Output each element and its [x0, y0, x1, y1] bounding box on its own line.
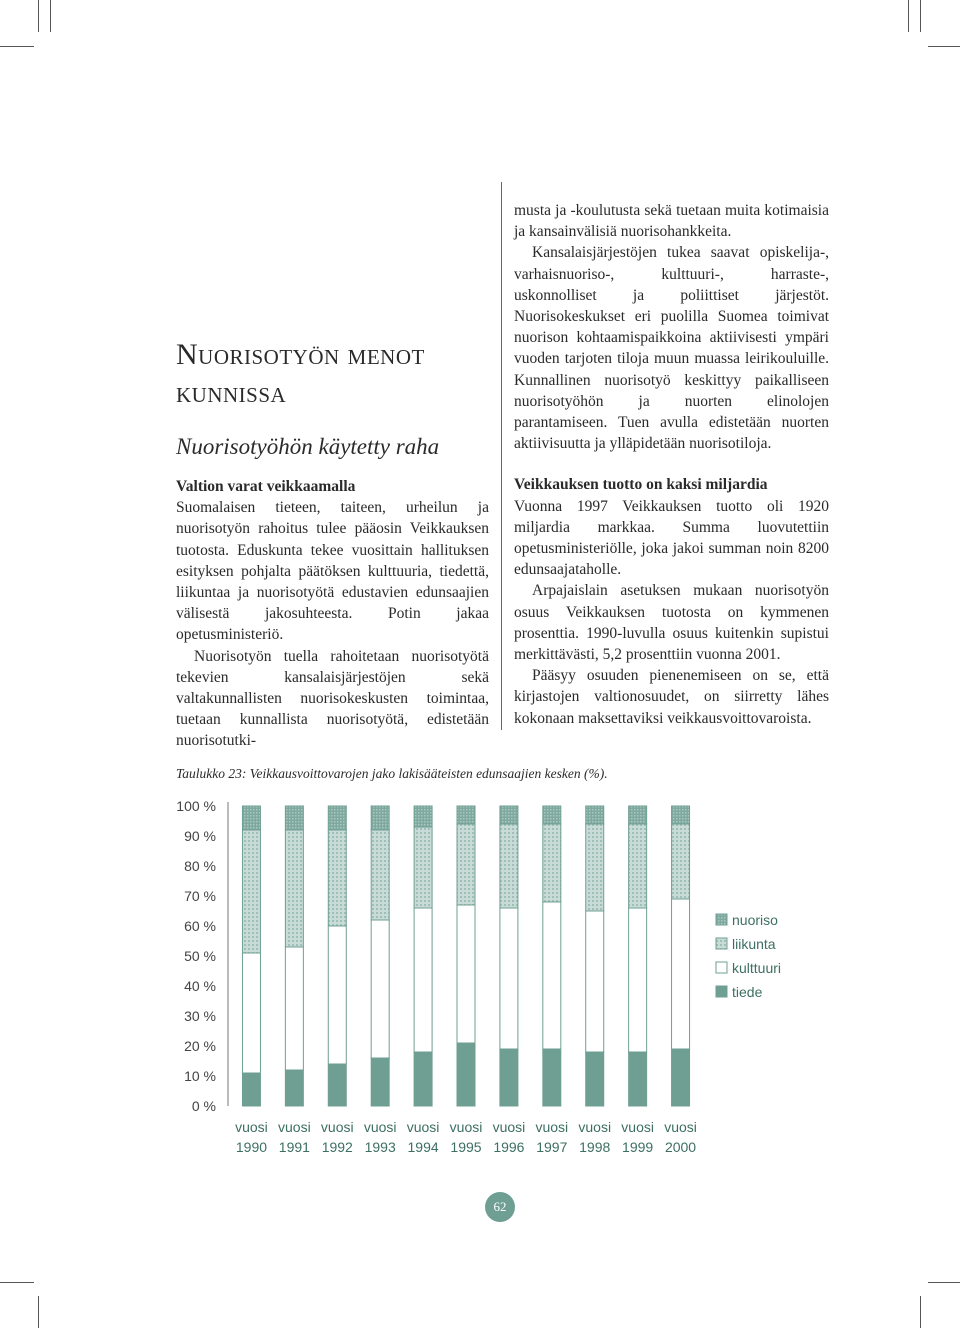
- bar-segment-nuoriso: [629, 806, 647, 824]
- bar-segment-kulttuuri: [242, 953, 260, 1073]
- bar-segment-kulttuuri: [629, 908, 647, 1052]
- x-tick-label: 1996: [493, 1139, 525, 1155]
- page-title: [176, 336, 496, 412]
- legend-label-liikunta: liikunta: [732, 936, 776, 952]
- x-tick-label: 1997: [536, 1139, 568, 1155]
- right-paragraph-3: Vuonna 1997 Veikkauksen tuotto oli 1920 miljardia markkaa. Summa luovutettiin opetusministeriölle, joka jakoi summan noin 8200 edunsaajataholle.: [514, 497, 829, 579]
- y-tick-label: 20 %: [184, 1038, 216, 1054]
- bar-segment-tiede: [586, 1052, 604, 1106]
- page-subtitle: Nuorisotyöhön käytetty raha: [176, 434, 440, 459]
- bar-segment-tiede: [629, 1052, 647, 1106]
- bar-segment-nuoriso: [500, 806, 518, 824]
- right-section-2: [514, 474, 829, 728]
- legend-swatch-nuoriso: [716, 914, 727, 925]
- bar-segment-kulttuuri: [672, 899, 690, 1049]
- bar-segment-tiede: [285, 1070, 303, 1106]
- bar-segment-liikunta: [414, 827, 432, 908]
- x-tick-label: 1990: [235, 1139, 268, 1155]
- crop-mark: [920, 0, 921, 32]
- y-tick-label: 70 %: [184, 888, 216, 904]
- bar-segment-nuoriso: [414, 806, 432, 827]
- bar-segment-liikunta: [500, 824, 518, 908]
- bar-segment-nuoriso: [457, 806, 475, 824]
- legend-label-kulttuuri: kulttuuri: [732, 960, 782, 976]
- bar-segment-tiede: [414, 1052, 432, 1106]
- title-block: [176, 336, 496, 460]
- right-paragraph-4: Arpajaislain asetuksen mukaan nuorisotyön osuus Veikkauksen tuotosta on kymmenen prosenttia. 1990-luvulla osuus kuitenkin supistui merkittävästi, 5,2 prosenttiin vuonna 2001.: [514, 582, 829, 664]
- x-tick-label: 1998: [579, 1139, 611, 1155]
- bar-segment-nuoriso: [586, 806, 604, 824]
- crop-mark: [0, 46, 34, 47]
- column-divider: [501, 182, 502, 730]
- legend-label-tiede: tiede: [732, 984, 763, 1000]
- y-tick-label: 100 %: [176, 798, 216, 814]
- x-tick-prefix: vuosi: [578, 1119, 612, 1135]
- crop-mark: [928, 46, 960, 47]
- bar-segment-liikunta: [457, 824, 475, 905]
- bar-segment-nuoriso: [371, 806, 389, 830]
- bar-segment-tiede: [500, 1049, 518, 1106]
- y-tick-label: 50 %: [184, 948, 216, 964]
- right-paragraph-1: musta ja -koulutusta sekä tuetaan muita kotimaisia ja kansainvälisiä nuorisohankkeita.: [514, 202, 829, 241]
- bar-segment-nuoriso: [285, 806, 303, 830]
- crop-mark: [928, 1282, 960, 1283]
- x-tick-prefix: vuosi: [621, 1119, 654, 1135]
- bar-segment-liikunta: [586, 824, 604, 911]
- x-tick-prefix: vuosi: [320, 1119, 354, 1135]
- x-tick-prefix: vuosi: [535, 1119, 569, 1135]
- bar-segment-kulttuuri: [285, 947, 303, 1070]
- bar-segment-liikunta: [328, 830, 346, 926]
- x-tick-prefix: vuosi: [664, 1119, 697, 1135]
- legend-swatch-tiede: [716, 986, 727, 997]
- crop-mark: [0, 1282, 34, 1283]
- bar-segment-tiede: [672, 1049, 690, 1106]
- y-tick-label: 80 %: [184, 858, 216, 874]
- right-paragraph-2: Kansalaisjärjestöjen tukea saavat opiskelija-, varhaisnuoriso-, kulttuuri-, harraste-, uskonnolliset ja poliittiset järjestöt. Nuorisokeskukset eri puolilla Suomea toimivat nuorison kohtaamispaikkoina aktiivisesti ympäri vuoden tarjoten tiloja muun muassa leirikouluille. Kunnallinen nuorisotyö keskittyy paikalliseen nuorisotyöhön ja nuorten elinolojen parantamiseen. Tuen avulla edistetään nuorten aktiivisuutta ja ylläpidetään nuorisotiloja.: [514, 244, 829, 453]
- bar-segment-kulttuuri: [371, 920, 389, 1058]
- right-paragraph-5: Pääsyy osuuden pienenemiseen on se, että kirjastojen valtionosuudet, on siirretty lähes kokonaan maksettaviksi veikkausvoittovaroista.: [514, 667, 829, 727]
- legend-label-nuoriso: nuoriso: [732, 912, 778, 928]
- x-tick-label: 1993: [364, 1139, 396, 1155]
- x-tick-prefix: vuosi: [406, 1119, 440, 1135]
- x-tick-label: 2000: [664, 1139, 697, 1155]
- legend-swatch-liikunta: [716, 938, 727, 949]
- bar-segment-tiede: [457, 1043, 475, 1106]
- right-column: [514, 200, 829, 729]
- legend-swatch-kulttuuri: [716, 962, 727, 973]
- y-tick-label: 10 %: [184, 1068, 216, 1084]
- bar-segment-liikunta: [629, 824, 647, 908]
- bar-segment-liikunta: [672, 824, 690, 899]
- bar-segment-liikunta: [242, 830, 260, 953]
- bar-segment-tiede: [242, 1073, 260, 1106]
- bar-segment-kulttuuri: [457, 905, 475, 1043]
- right-heading: Veikkauksen tuotto on kaksi miljardia: [514, 476, 768, 494]
- bar-segment-kulttuuri: [543, 902, 561, 1049]
- crop-mark: [920, 1296, 921, 1328]
- bar-segment-nuoriso: [328, 806, 346, 830]
- x-tick-prefix: vuosi: [492, 1119, 526, 1135]
- left-paragraph-2: Nuorisotyön tuella rahoitetaan nuorisotyötä tekevien kansalaisjärjestöjen sekä valtakunnallisten nuorisokeskusten toimintaa, tuetaan kunnallista nuorisotyötä, edistetään nuorisotutki-: [176, 647, 489, 750]
- x-tick-prefix: vuosi: [278, 1119, 311, 1135]
- y-tick-label: 30 %: [184, 1008, 216, 1024]
- crop-mark: [908, 0, 909, 32]
- x-tick-label: 1999: [622, 1139, 654, 1155]
- title-line-1: Nuorisotyön menot: [176, 338, 425, 371]
- bar-segment-kulttuuri: [586, 911, 604, 1052]
- stacked-bar-chart: [160, 788, 800, 1168]
- y-tick-label: 60 %: [184, 918, 216, 934]
- bar-segment-liikunta: [543, 824, 561, 902]
- bar-segment-tiede: [371, 1058, 389, 1106]
- x-tick-prefix: vuosi: [363, 1119, 397, 1135]
- bar-segment-kulttuuri: [328, 926, 346, 1064]
- x-tick-prefix: vuosi: [235, 1119, 268, 1135]
- y-tick-label: 90 %: [184, 828, 216, 844]
- crop-mark: [38, 1296, 39, 1328]
- bar-segment-tiede: [543, 1049, 561, 1106]
- crop-mark: [38, 0, 39, 32]
- x-tick-label: 1991: [278, 1139, 310, 1155]
- bar-segment-liikunta: [371, 830, 389, 920]
- y-tick-label: 40 %: [184, 978, 216, 994]
- chart-caption: Taulukko 23: Veikkausvoittovarojen jako lakisääteisten edunsaajien kesken (%).: [176, 766, 608, 781]
- bar-segment-kulttuuri: [414, 908, 432, 1052]
- crop-mark: [50, 0, 51, 32]
- left-paragraph-1: Suomalaisen tieteen, taiteen, urheilun ja nuorisotyön rahoitus tulee pääosin Veikkauksen tuotosta. Eduskunta tekee vuosittain hallituksen esityksen pohjalta päätöksen kulttuuria, tiedettä, liikuntaa ja nuorisotyötä edustavien edunsaajien välisestä jakosuhteesta. Potin jakaa opetusministeriö.: [176, 499, 489, 644]
- bar-segment-tiede: [328, 1064, 346, 1106]
- bar-segment-nuoriso: [543, 806, 561, 824]
- page-number: 62: [485, 1192, 515, 1222]
- bar-segment-nuoriso: [242, 806, 260, 830]
- x-tick-label: 1995: [450, 1139, 482, 1155]
- x-tick-prefix: vuosi: [449, 1119, 483, 1135]
- title-line-2: kunnissa: [176, 376, 287, 409]
- x-tick-label: 1992: [321, 1139, 353, 1155]
- x-tick-label: 1994: [407, 1139, 439, 1155]
- bar-segment-liikunta: [285, 830, 303, 947]
- left-column: [176, 476, 489, 752]
- left-heading: Valtion varat veikkaamalla: [176, 478, 356, 495]
- bar-segment-kulttuuri: [500, 908, 518, 1049]
- y-tick-label: 0 %: [191, 1098, 216, 1114]
- bar-segment-nuoriso: [672, 806, 690, 824]
